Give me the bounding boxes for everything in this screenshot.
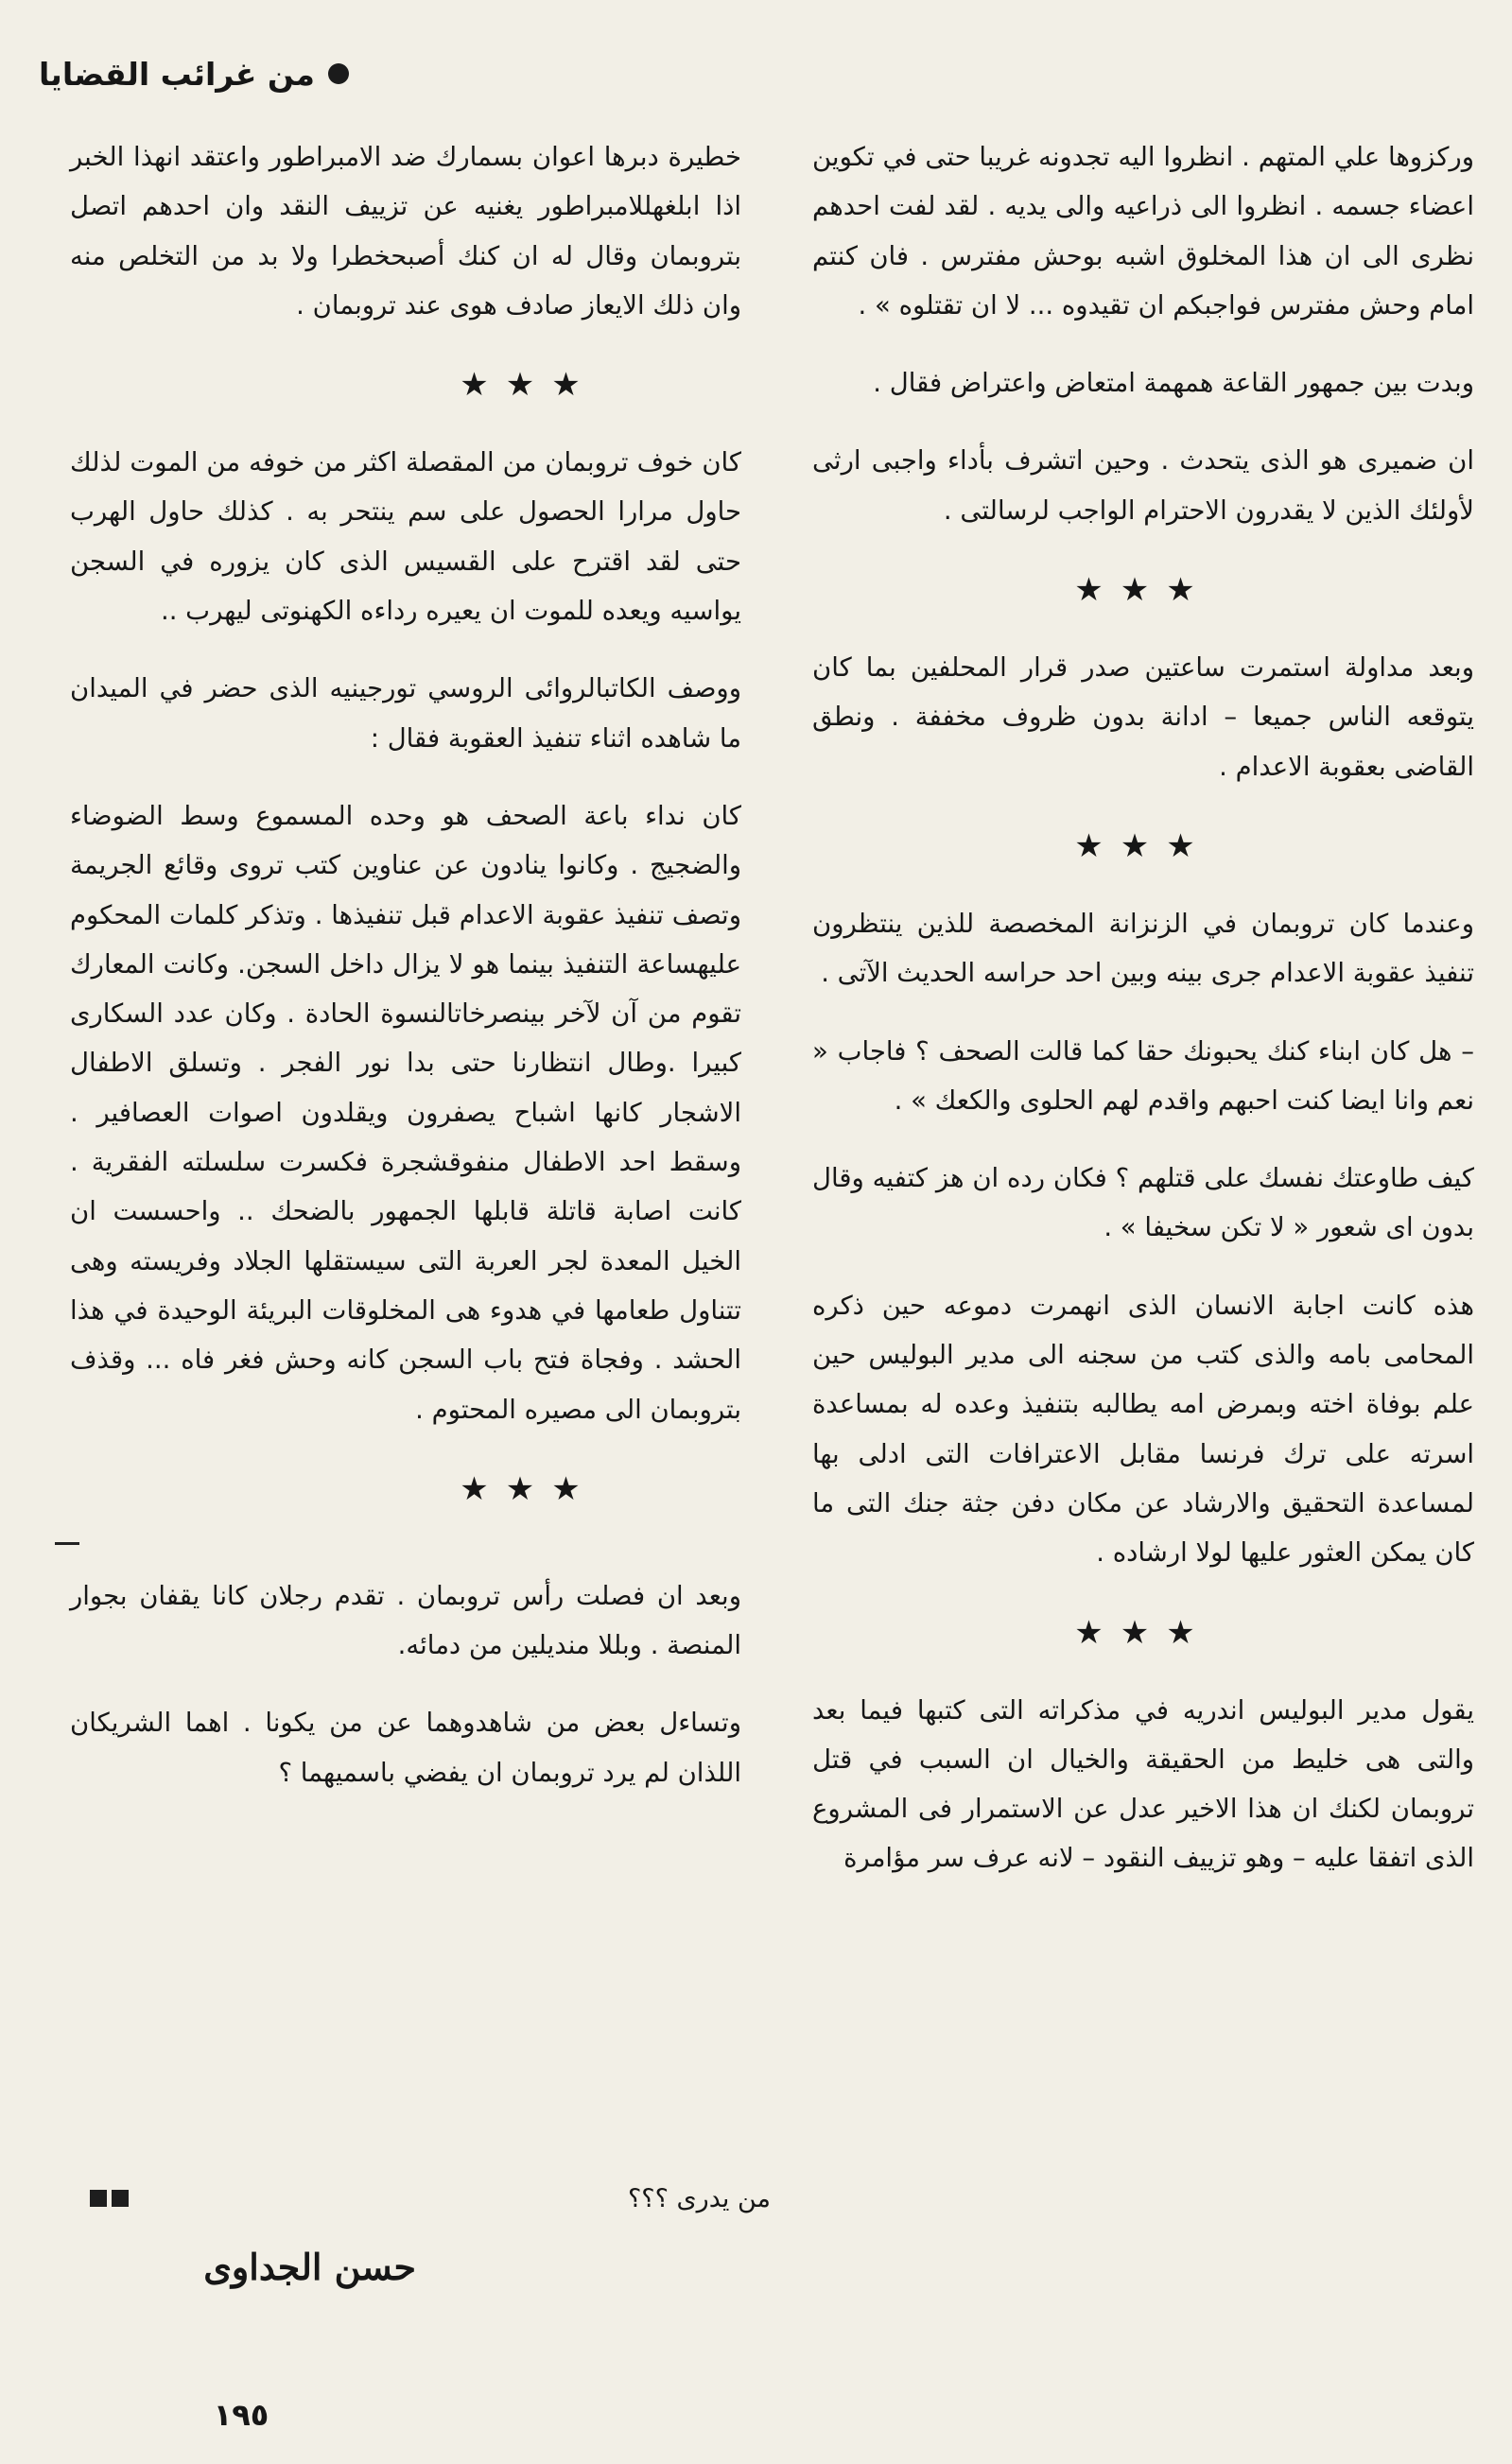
closing-text: من يدرى ؟؟؟: [627, 2183, 771, 2213]
paragraph: وبعد ان فصلت رأس تروبمان . تقدم رجلان كانا يقفان بجوار المنصة . وبللا منديلين من دمائه.: [70, 1580, 741, 1661]
paragraph: وبعد مداولة استمرت ساعتين صدر قرار المحلفين بما كان يتوقعه الناس جميعا – ادانة بدون ظروف مخففة . ونطق القاضى بعقوبة الاعدام .: [812, 652, 1474, 782]
paragraph: ووصف الكاتبالروائى الروسي تورجينيه الذى حضر في الميدان ما شاهده اثناء تنفيذ العقوبة فقال :: [70, 673, 741, 754]
right-column: [812, 132, 1474, 1912]
author-signature: حسن الجداوى: [203, 2246, 416, 2288]
page-number: ١٩٥: [213, 2397, 269, 2433]
dash-divider: [55, 1542, 79, 1553]
section-header: [37, 45, 349, 102]
paragraph: كان نداء باعة الصحف هو وحده المسموع وسط الضوضاء والضجيج . وكانوا ينادون عن عناوين كتب تروى وقائع الجريمة وتصف تنفيذ عقوبة الاعدام قبل تنفيذها . وتذكر كلمات المحكوم عليهساعة التنفيذ بينما هو لا يزال داخل السجن. وكانت المعارك تقوم من آن لآخر بينصرخاتالنسوة الحادة . وكان عدد السكارى كبيرا .وطال انتظارنا حتى بدا نور الفجر . وتسلق الاطفال الاشجار كانها اشباح يصفرون ويقلدون اصوات العصافير . وسقط احد الاطفال منفوقشجرة فكسرت سلسلته الفقرية . كانت اصابة قاتلة قابلها الجمهور بالضحك .. واحسست ان الخيل المعدة لجر العربة التى سيستقلها الجلاد وفريسته وهى تتناول طعامها في هدوء هى المخلوقات البريئة الوحيدة في هذا الحشد . وفجاة فتح باب السجن كانه وحش فغر فاه ... وقذف بتروبمان الى مصيره المحتوم .: [70, 800, 741, 1425]
paragraph: ان ضميرى هو الذى يتحدث . وحين اتشرف بأداء واجبى ارثى لأولئك الذين لا يقدرون الاحترام الواجب لرسالتى .: [812, 445, 1474, 526]
paragraph: وتساءل بعض من شاهدوهما عن من يكونا . اهما الشريكان اللذان لم يرد تروبمان ان يفضي باسميهما ؟: [70, 1708, 741, 1788]
paragraph: وركزوها علي المتهم . انظروا اليه تجدونه غريبا حتى في تكوين اعضاء جسمه . انظروا الى ذراعيه والى يديه . لقد لفت احدهم نظرى الى ان هذا المخلوق اشبه بوحش مفترس . فان كنتم امام وحش مفترس فواجبكم ان تقيدوه ... لا ان تقتلوه » .: [812, 142, 1474, 321]
closing-line: [90, 2170, 771, 2227]
paragraph: وعندما كان تروبمان في الزنزانة المخصصة للذين ينتظرون تنفيذ عقوبة الاعدام جرى بينه وبين احد حراسه الحديث الآتى .: [812, 908, 1474, 989]
left-column: [70, 132, 741, 1826]
star-separator: ★★★: [460, 366, 598, 405]
paragraph: يقول مدير البوليس اندريه في مذكراته التى كتبها فيما بعد والتى هى خليط من الحقيقة والخيال ان السبب في قتل تروبمان لكنك ان هذا الاخير عدل عن الاستمرار فى المشروع الذى اتفقا عليه – وهو تزييف النقود – لانه عرف سر مؤامرة: [812, 1694, 1474, 1874]
star-separator: ★★★: [1074, 826, 1212, 865]
star-separator: ★★★: [460, 1469, 598, 1508]
paragraph: هذه كانت اجابة الانسان الذى انهمرت دموعه حين ذكره المحامى بامه والذى كتب من سجنه الى مدير البوليس حين علم بوفاة اخته وبمرض امه يطالبه بتنفيذ وعده له بمساعدة اسرته على ترك فرنسا مقابل الاعترافات التى ادلى بها لمساعدة التحقيق والارشاد عن مكان دفن جثة جنك التى ما كان يمكن العثور عليها لولا ارشاده .: [812, 1290, 1474, 1569]
paragraph: وبدت بين جمهور القاعة همهمة امتعاض واعتراض فقال .: [873, 368, 1474, 399]
star-separator: ★★★: [1074, 571, 1212, 610]
bullet-dot-icon: [328, 63, 349, 84]
paragraph: خطيرة دبرها اعوان بسمارك ضد الامبراطور واعتقد انهذا الخبر اذا ابلغهللامبراطور يغنيه عن تزييف النقد وان احدهم اتصل بتروبمان وقال له ان كنك أصبحخطرا ولا بد من التخلص منه وان ذلك الايعاز صادف هوى عند تروبمان .: [70, 142, 741, 321]
section-title: من غرائب القضايا: [39, 55, 315, 93]
star-separator: ★★★: [1074, 1613, 1212, 1652]
paragraph: – هل كان ابناء كنك يحبونك حقا كما قالت الصحف ؟ فاجاب « نعم وانا ايضا كنت احبهم واقدم لهم الحلوى والكعك » .: [812, 1035, 1474, 1116]
end-mark-icon: [90, 2190, 129, 2207]
paragraph: كان خوف تروبمان من المقصلة اكثر من خوفه من الموت لذلك حاول مرارا الحصول على سم ينتحر به . كذلك حاول الهرب حتى لقد اقترح على القسيس الذى كان يزوره في السجن يواسيه ويعده للموت ان يعيره رداءه الكهنوتى ليهرب ..: [70, 447, 741, 627]
paragraph: كيف طاوعتك نفسك على قتلهم ؟ فكان رده ان هز كتفيه وقال بدون اى شعور « لا تكن سخيفا » .: [812, 1163, 1474, 1243]
